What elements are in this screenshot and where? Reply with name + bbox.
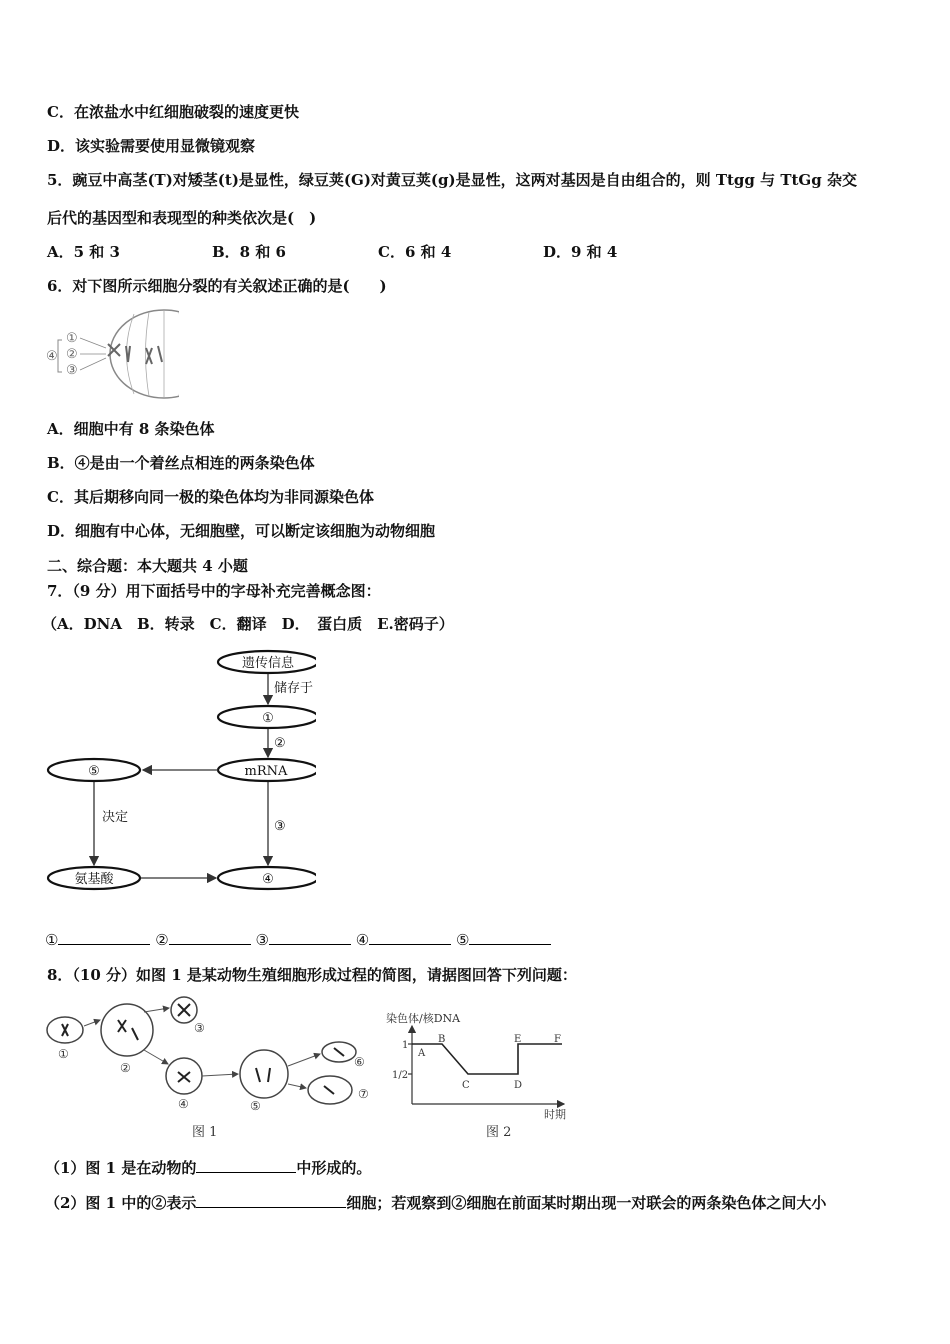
fig6-label-1: ①: [66, 331, 78, 346]
fig1-caption: 图 1: [192, 1125, 218, 1140]
fig2-point-a: A: [418, 1048, 426, 1059]
fig2-caption: 图 2: [486, 1125, 512, 1140]
blank-5[interactable]: [469, 930, 551, 945]
q6-stem: 6．对下图所示细胞分裂的有关叙述正确的是( ): [47, 277, 387, 295]
blank-2[interactable]: [169, 930, 251, 945]
q4-option-d: D．该实验需要使用显微镜观察: [47, 137, 256, 155]
q5-option-b: B．8 和 6: [212, 243, 286, 261]
fig2-xlabel: 时期: [544, 1108, 566, 1121]
fig2-point-c: C: [462, 1080, 470, 1091]
label-3: ③: [274, 819, 286, 834]
node-amino-acid: 氨基酸: [74, 872, 114, 887]
q8-sub1-blank[interactable]: [196, 1158, 296, 1173]
q6-option-b: B．④是由一个着丝点相连的两条染色体: [47, 454, 315, 472]
q5-option-d: D．9 和 4: [543, 243, 618, 261]
q5-option-c: C．6 和 4: [378, 243, 452, 261]
blank-1[interactable]: [58, 930, 150, 945]
q6-option-a: A．细胞中有 8 条染色体: [47, 420, 215, 438]
fig6-label-2: ②: [66, 347, 78, 362]
q6-option-c: C．其后期移向同一极的染色体均为非同源染色体: [47, 488, 374, 506]
q5-stem-line1: 5．豌豆中高茎(T)对矮茎(t)是显性，绿豆荚(G)对黄豆荚(g)是显性，这两对基因是自由组合的，则 Ttgg 与 TtGg 杂交: [47, 171, 857, 189]
q4-option-c: C．在浓盐水中红细胞破裂的速度更快: [47, 103, 299, 121]
fig2-y1: 1: [402, 1040, 409, 1051]
fig1-label-4: ④: [178, 1097, 189, 1111]
fig2-ylabel: 染色体/核DNA: [386, 1012, 461, 1025]
q8-sub1: （1）图 1 是在动物的 中形成的。: [45, 1159, 372, 1177]
node-4: ④: [262, 872, 274, 887]
node-1: ①: [262, 711, 274, 726]
blank-3[interactable]: [269, 930, 351, 945]
fig1-label-7: ⑦: [358, 1087, 369, 1101]
cell-division-figure: [44, 306, 179, 402]
q8-stem: 8．（10 分）如图 1 是某动物生殖细胞形成过程的简图，请据图回答下列问题：: [47, 966, 577, 984]
q5-option-a: A．5 和 3: [47, 243, 120, 261]
fig1-label-6: ⑥: [354, 1055, 365, 1069]
fig1-label-1: ①: [58, 1047, 69, 1061]
figure-2-ratio-graph: [384, 1008, 584, 1144]
node-genetic-info: 遗传信息: [241, 656, 295, 671]
fig1-label-3: ③: [194, 1021, 205, 1035]
q7-options: （A．DNA B．转录 C．翻译 D． 蛋白质 E.密码子）: [42, 615, 454, 633]
q7-stem: 7．（9 分）用下面括号中的字母补充完善概念图：: [47, 582, 381, 600]
fig2-point-d: D: [514, 1080, 523, 1091]
label-2: ②: [274, 736, 286, 751]
fig2-point-e: E: [514, 1034, 522, 1045]
fig6-label-3: ③: [66, 363, 78, 378]
node-5: ⑤: [88, 764, 100, 779]
blank-4[interactable]: [369, 930, 451, 945]
fig2-point-b: B: [438, 1034, 446, 1045]
concept-map: [46, 646, 316, 896]
label-stored-in: 储存于: [274, 681, 314, 696]
q7-answer-blanks: ① ② ③ ④ ⑤: [45, 930, 551, 950]
q8-sub2-blank[interactable]: [196, 1193, 346, 1208]
fig6-label-4: ④: [46, 349, 58, 364]
label-decides: 决定: [102, 810, 129, 825]
ratio-line: [412, 1044, 562, 1074]
fig2-yhalf: 1/2: [392, 1070, 409, 1081]
fig2-point-f: F: [554, 1034, 561, 1045]
node-mrna: mRNA: [244, 764, 288, 779]
q5-stem-line2: 后代的基因型和表现型的种类依次是( ): [47, 209, 317, 227]
q8-sub2: （2）图 1 中的②表示 细胞；若观察到②细胞在前面某时期出现一对联会的两条染色体之间大小: [45, 1194, 827, 1212]
fig1-label-2: ②: [120, 1061, 131, 1075]
q6-option-d: D．细胞有中心体，无细胞壁，可以断定该细胞为动物细胞: [47, 522, 436, 540]
figure-1-gametogenesis: [44, 994, 384, 1144]
fig1-label-5: ⑤: [250, 1099, 261, 1113]
section-heading: 二、综合题：本大题共 4 小题: [47, 557, 248, 575]
